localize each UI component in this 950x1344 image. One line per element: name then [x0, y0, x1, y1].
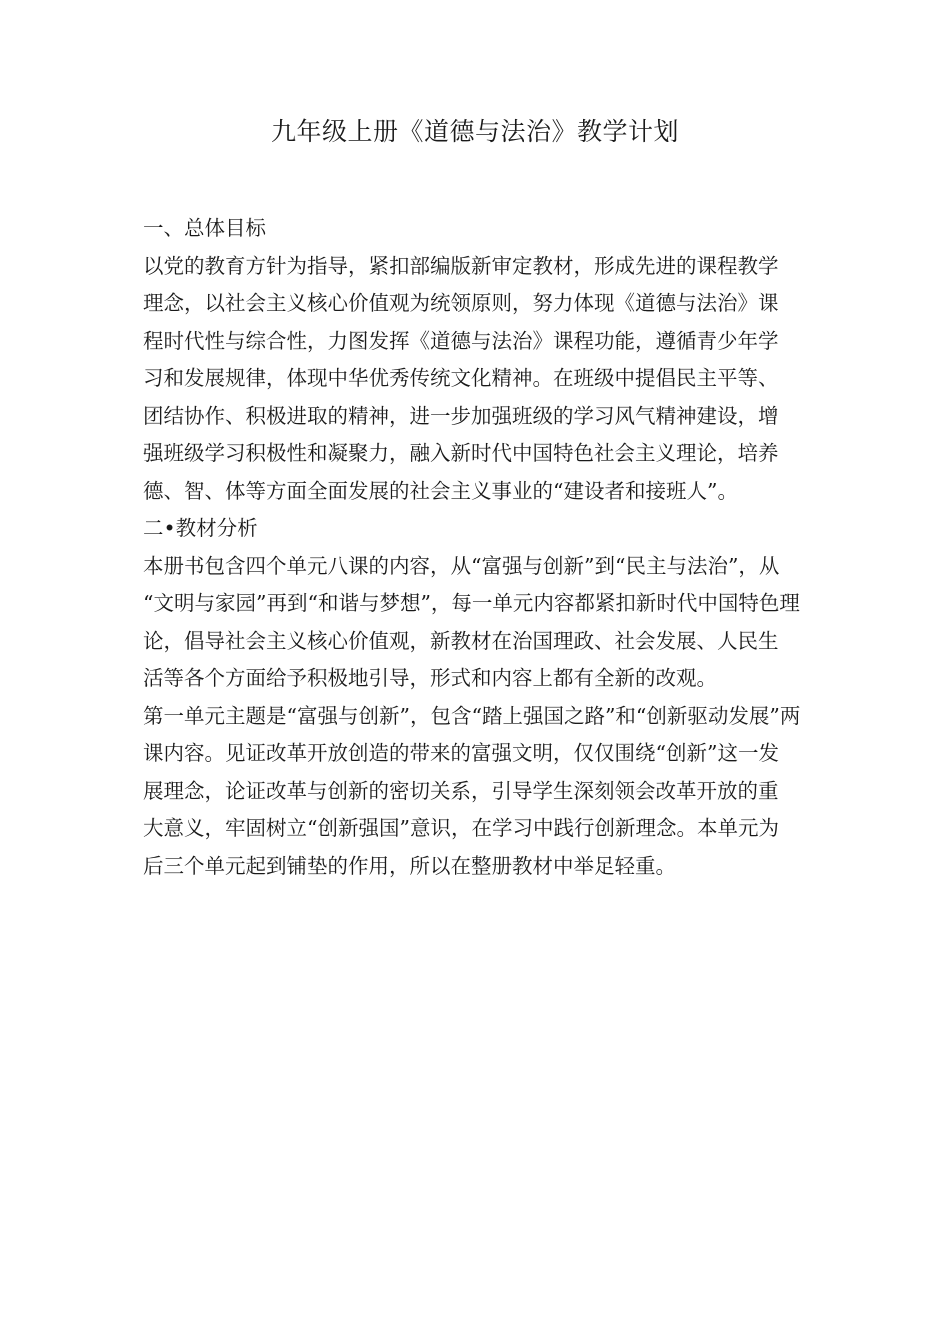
text-line: 程时代性与综合性，力图发挥《道德与法治》课程功能，遵循青少年学	[143, 328, 779, 353]
heading-text: 二•教材分析	[143, 516, 258, 540]
document-title: 九年级上册《道德与法治》教学计划	[270, 117, 679, 146]
text-line: 团结协作、积极进取的精神，进一步加强班级的学习风气精神建设，增	[143, 403, 779, 428]
text-line: 强班级学习积极性和凝聚力，融入新时代中国特色社会主义理论，培养	[143, 441, 779, 465]
text-line: “文明与家园”再到“和谐与梦想”，每一单元内容都紧扣新时代中国特色理	[143, 591, 800, 615]
text-line: 习和发展规律，体现中华优秀传统文化精神。在班级中提倡民主平等、	[143, 366, 779, 390]
text-line: 课内容。见证改革开放创造的带来的富强文明，仅仅围绕“创新”这一发	[143, 741, 779, 765]
text-line: 德、智、体等方面全面发展的社会主义事业的“建设者和接班人”。	[143, 478, 738, 503]
section-heading-textbook-analysis	[143, 510, 813, 548]
paragraph-unit-one	[143, 698, 813, 886]
text-line: 后三个单元起到铺垫的作用，所以在整册教材中举足轻重。	[143, 853, 676, 878]
paragraph-textbook-overview	[143, 548, 813, 698]
text-line: 第一单元主题是“富强与创新”，包含“踏上强国之路”和“创新驱动发展”两	[143, 703, 801, 728]
section-heading-overall-goals	[143, 210, 813, 248]
text-line: 理念，以社会主义核心价值观为统领原则，努力体现《道德与法治》课	[143, 291, 779, 315]
text-line: 论，倡导社会主义核心价值观，新教材在治国理政、社会发展、人民生	[143, 628, 779, 653]
paragraph-overall-goals	[143, 248, 813, 511]
document-body	[143, 210, 813, 885]
heading-text: 一、总体目标	[143, 216, 266, 240]
text-line: 展理念，论证改革与创新的密切关系，引导学生深刻领会改革开放的重	[143, 778, 779, 803]
text-line: 本册书包含四个单元八课的内容，从“富强与创新”到“民主与法治”，从	[143, 553, 780, 578]
text-line: 以党的教育方针为指导，紧扣部编版新审定教材，形成先进的课程教学	[143, 253, 779, 278]
text-line: 大意义，牢固树立“创新强国”意识，在学习中践行创新理念。本单元为	[143, 816, 779, 840]
text-line: 活等各个方面给予积极地引导，形式和内容上都有全新的改观。	[143, 666, 717, 690]
